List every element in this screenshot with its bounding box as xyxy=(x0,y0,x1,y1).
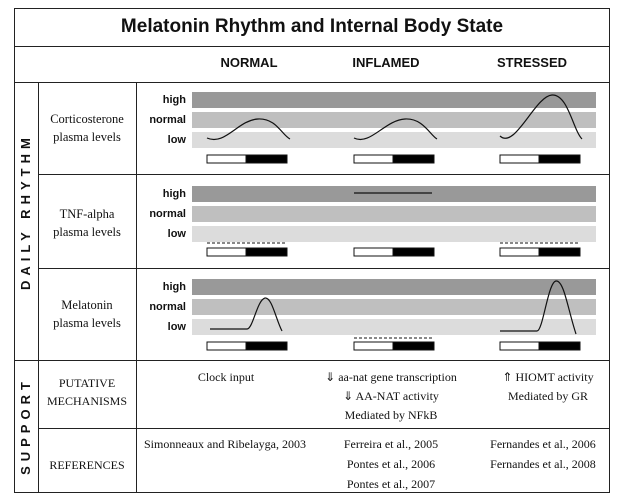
melatonin-normal-curve xyxy=(210,298,282,331)
corticosterone-inflamed-curve xyxy=(354,119,437,140)
column-stressed: STRESSED xyxy=(496,55,568,70)
reference-normal: Simonneaux and Ribelayga, 2003 xyxy=(144,437,306,451)
level-normal-label: normal xyxy=(149,208,186,220)
column-inflamed: INFLAMED xyxy=(352,55,420,70)
mechanism-inflamed-2: ⇓ AA-NAT activity xyxy=(343,389,439,403)
figure-title: Melatonin Rhythm and Internal Body State xyxy=(120,16,504,37)
mechanism-stressed-2: Mediated by GR xyxy=(508,389,588,403)
reference-stressed-1: Fernandes et al., 2006 xyxy=(490,437,596,451)
light-dark-bar xyxy=(207,155,580,350)
level-low-label: low xyxy=(167,321,186,333)
row-label-mechanisms: PUTATIVE MECHANISMS xyxy=(46,376,127,408)
reference-inflamed-2: Pontes et al., 2006 xyxy=(346,457,436,471)
corticosterone-stressed-curve xyxy=(500,95,582,139)
mechanism-inflamed-1: ⇓ aa-nat gene transcription xyxy=(325,370,457,384)
column-normal: NORMAL xyxy=(220,55,278,70)
mechanism-inflamed-3: Mediated by NFkB xyxy=(344,408,438,422)
reference-stressed-2: Fernandes et al., 2008 xyxy=(490,457,596,471)
row-label-references: REFERENCES xyxy=(49,458,125,472)
section-support: SUPPORT xyxy=(18,377,33,475)
level-low-label: low xyxy=(167,134,186,146)
section-daily-rhythm: DAILY RHYTHM xyxy=(18,133,33,290)
level-normal-label: normal xyxy=(149,301,186,313)
row-label-melatonin: Melatonin plasma levels xyxy=(53,298,121,330)
level-high-label: high xyxy=(162,281,186,293)
row-label-corticosterone: Corticosterone plasma levels xyxy=(50,112,124,144)
level-low-label: low xyxy=(167,228,186,240)
corticosterone-normal-curve xyxy=(207,119,290,140)
reference-inflamed-3: Pontes et al., 2007 xyxy=(346,477,436,491)
level-normal-label: normal xyxy=(149,114,186,126)
level-high-label: high xyxy=(162,94,186,106)
reference-inflamed-1: Ferreira et al., 2005 xyxy=(343,437,439,451)
level-high-label: high xyxy=(162,188,186,200)
mechanism-stressed-1: ⇑ HIOMT activity xyxy=(502,370,594,384)
mechanism-normal: Clock input xyxy=(197,370,255,384)
row-label-tnf-alpha: TNF-alpha plasma levels xyxy=(53,207,121,239)
melatonin-stressed-curve xyxy=(500,281,576,334)
